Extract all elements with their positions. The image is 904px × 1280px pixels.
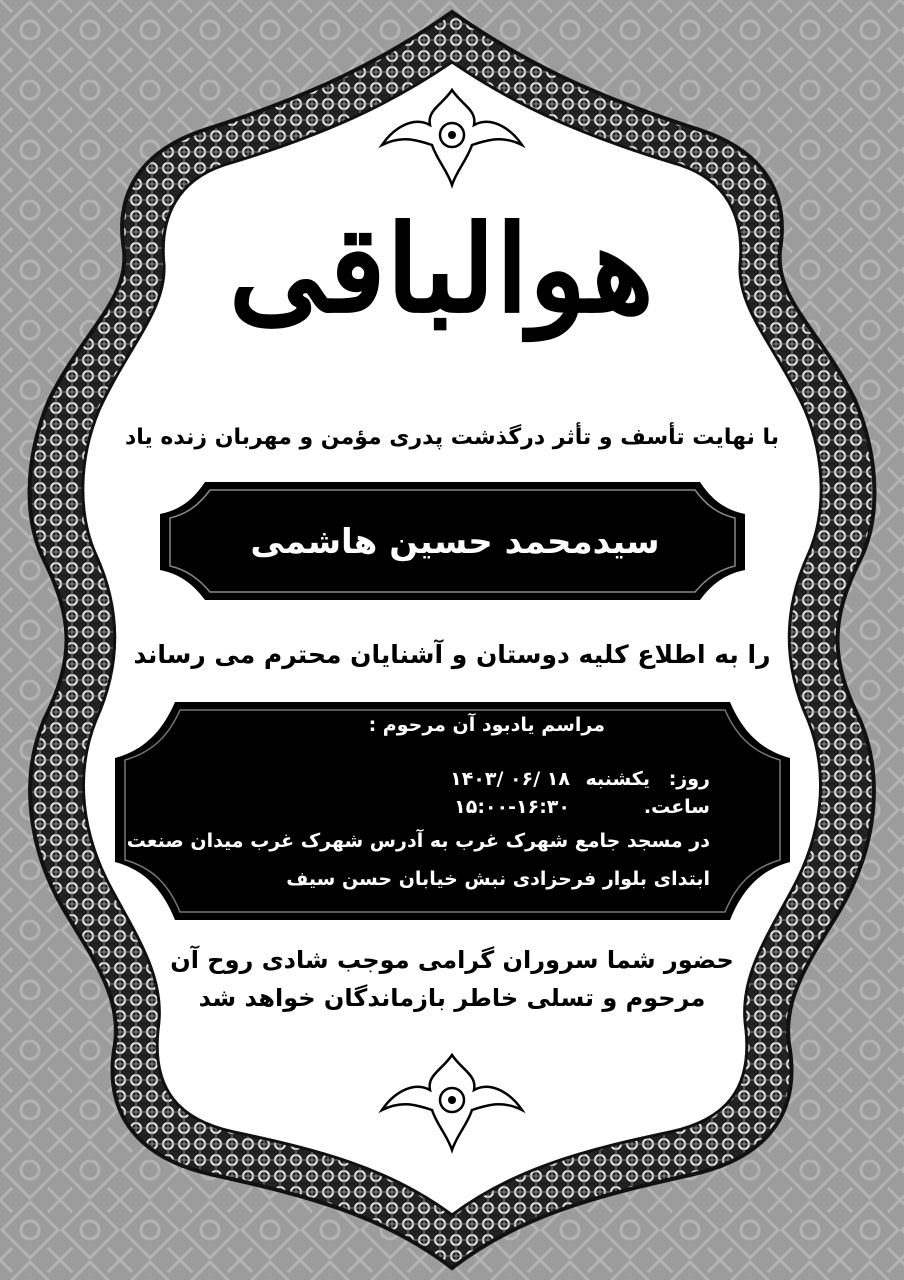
ceremony-details	[126, 708, 750, 918]
address-line-2: ابتدای بلوار فرحزادی نبش خیابان حسن سیف	[286, 868, 710, 890]
time-label: ساعت.	[643, 796, 710, 818]
condolence-line: با نهایت تأسف و تأثر درگذشت پدری مؤمن و مهربان زنده یاد	[124, 425, 780, 450]
closing-line-2: مرحوم و تسلی خاطر بازماندگان خواهد شد	[198, 984, 706, 1012]
calligraphy-heading	[228, 170, 654, 370]
closing-line-1: حضور شما سروران گرامی موجب شادی روح آن	[170, 946, 734, 974]
day-label: روز:	[668, 768, 710, 790]
day-value: یکشنبه	[585, 768, 650, 790]
calligraphy-text: هوالباقی	[228, 199, 654, 340]
time-value: ۱۵:۰۰-۱۶:۳۰	[454, 796, 570, 818]
address-line-1: در مسجد جامع شهرک غرب به آدرس شهرک غرب میدان صنعت	[126, 830, 710, 852]
deceased-name: سیدمحمد حسین هاشمی	[250, 522, 660, 562]
ceremony-title: مراسم یادبود آن مرحوم :	[368, 714, 605, 736]
date-value: ۱۴۰۳/ ۰۶/ ۱۸	[450, 768, 570, 790]
inform-line: را به اطلاع کلیه دوستان و آشنایان محترم می رساند	[133, 640, 771, 669]
